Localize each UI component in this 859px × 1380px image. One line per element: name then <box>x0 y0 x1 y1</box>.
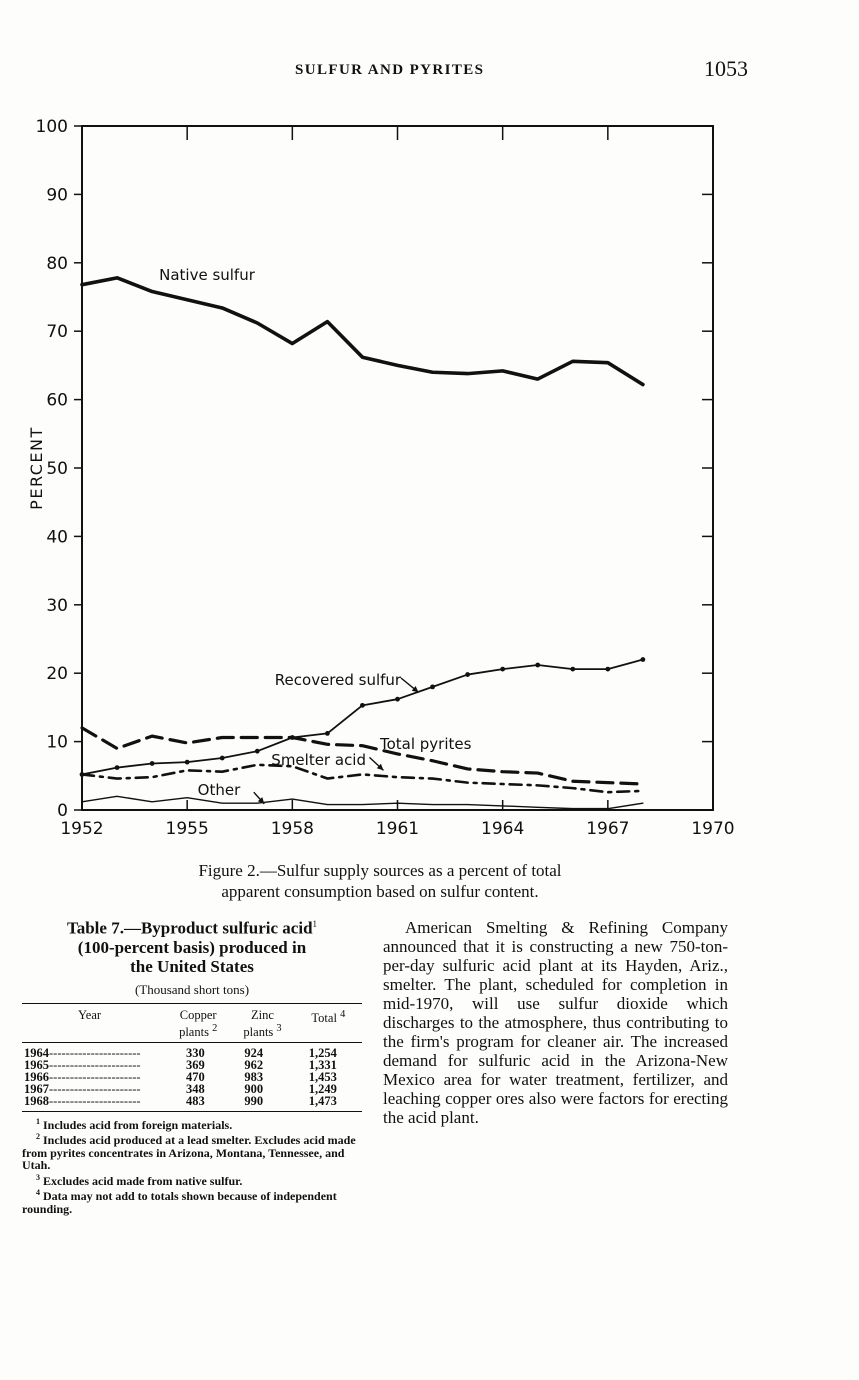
table-title-line-1: Table 7.—Byproduct sulfuric acid <box>66 918 313 938</box>
x-tick-label: 1967 <box>586 819 630 839</box>
caption-line-2: apparent consumption based on sulfur content. <box>221 882 539 901</box>
footnote: $^2$ Includes acid produced at a lead smelter. Excludes acid made from pyrites concentrates in Arizona, Montana, Tennessee, and Utah. <box>22 1132 356 1173</box>
copper-cell: 330 <box>186 1045 205 1060</box>
x-tick-label: 1952 <box>60 819 104 839</box>
x-tick-label: 1964 <box>481 819 525 839</box>
year-cell: 1966---------------------- <box>24 1070 141 1083</box>
chart-labels <box>27 266 472 804</box>
body-paragraph: American Smelting & Refining Company announced that it is constructing a new 750-ton-per-day sulfuric acid plant at its Hayden, Ariz., smelter. The plant, scheduled for completion in mid-1970, will use sulfur dioxide which discharges to the atmosphere, thus contributing to the firm's program for cleaner air. The increased demand for sulfuric acid in the Arizona-New Mexico area for water treatment, fertilizer, and leaching copper ores also were factors for erecting the acid plant. <box>383 918 728 1127</box>
running-title: SULFUR AND PYRITES <box>295 62 485 78</box>
year-cell: 1965---------------------- <box>24 1058 141 1071</box>
series-annotation: Other <box>197 780 241 799</box>
series-annotation: Native sulfur <box>159 265 255 284</box>
figure-caption <box>150 860 610 902</box>
y-axis-label: PERCENT <box>27 426 46 510</box>
zinc-cell: 900 <box>244 1081 264 1096</box>
column-header: Year <box>78 1007 102 1022</box>
y-tick-label: 30 <box>46 595 68 616</box>
total-cell: 1,473 <box>308 1093 337 1108</box>
data-point <box>465 672 470 677</box>
table-body <box>22 1042 362 1111</box>
table-title-note: 1 <box>312 919 318 929</box>
copper-cell: 348 <box>186 1081 205 1096</box>
column-header: Zinc plants $^3$ <box>243 1007 282 1039</box>
data-point <box>500 667 505 672</box>
zinc-cell: 983 <box>244 1069 264 1084</box>
series-annotation: Smelter acid <box>271 750 367 769</box>
copper-cell: 470 <box>186 1069 205 1084</box>
sulfur-supply-chart <box>0 100 760 860</box>
y-tick-label: 90 <box>46 185 68 206</box>
table-title-line-3: the United States <box>130 956 254 976</box>
data-point <box>150 761 155 766</box>
table-7 <box>22 915 362 1215</box>
table-subtitle: (Thousand short tons) <box>134 981 250 997</box>
column-header: Copper plants $^2$ <box>179 1007 218 1039</box>
table-title-line-2: (100-percent basis) produced in <box>77 937 307 957</box>
zinc-cell: 990 <box>244 1093 264 1108</box>
table-header-row <box>22 1003 362 1042</box>
zinc-cell: 924 <box>244 1045 264 1060</box>
y-tick-label: 60 <box>46 390 68 411</box>
series-line <box>82 796 643 808</box>
y-tick-label: 0 <box>57 801 68 821</box>
total-cell: 1,453 <box>308 1069 337 1084</box>
table-title <box>22 915 362 976</box>
total-cell: 1,254 <box>308 1045 337 1060</box>
footnote: $^3$ Excludes acid made from native sulfur. <box>36 1172 243 1188</box>
data-point <box>395 697 400 702</box>
column-header: Total $^4$ <box>311 1008 346 1025</box>
data-point <box>325 731 330 736</box>
y-tick-label: 20 <box>46 664 68 685</box>
y-tick-label: 100 <box>35 117 68 137</box>
y-tick-label: 50 <box>46 459 68 479</box>
y-tick-label: 10 <box>46 732 68 753</box>
acid-production-table <box>22 1003 362 1112</box>
footnote: $^4$ Data may not add to totals shown because of independent rounding. <box>22 1188 337 1216</box>
x-tick-label: 1961 <box>375 819 420 839</box>
data-point <box>115 765 120 770</box>
plot-frame <box>82 126 713 810</box>
data-point <box>360 703 365 708</box>
x-tick-label: 1958 <box>270 819 314 839</box>
data-point <box>220 756 225 761</box>
series-line <box>82 278 643 385</box>
data-point <box>535 663 540 668</box>
data-point <box>570 667 575 672</box>
data-point <box>185 760 190 765</box>
series-annotation: Total pyrites <box>379 735 472 754</box>
table-row <box>22 1042 362 1059</box>
y-tick-label: 80 <box>46 253 68 274</box>
series-annotation: Recovered sulfur <box>274 670 402 689</box>
x-tick-label: 1970 <box>691 819 735 839</box>
chart-axes <box>36 117 735 839</box>
year-cell: 1967---------------------- <box>24 1082 141 1095</box>
data-point <box>640 657 645 662</box>
year-cell: 1964---------------------- <box>24 1045 141 1059</box>
data-point <box>255 749 260 754</box>
y-tick-label: 70 <box>46 322 68 343</box>
page-header <box>0 56 859 92</box>
x-tick-label: 1955 <box>165 819 209 839</box>
y-tick-label: 40 <box>46 527 68 548</box>
table-row <box>22 1095 362 1112</box>
data-point <box>605 667 610 672</box>
copper-cell: 483 <box>186 1093 205 1108</box>
footnote: $^1$ Includes acid from foreign materials. <box>36 1116 233 1132</box>
table-footnotes <box>22 1116 362 1216</box>
total-cell: 1,249 <box>308 1081 337 1096</box>
total-cell: 1,331 <box>308 1057 337 1072</box>
zinc-cell: 962 <box>244 1057 264 1072</box>
page-number: 1053 <box>704 56 748 81</box>
data-point <box>430 684 435 689</box>
year-cell: 1968---------------------- <box>24 1094 141 1108</box>
copper-cell: 369 <box>186 1057 205 1072</box>
chart-series <box>80 278 646 809</box>
caption-line-1: Figure 2.—Sulfur supply sources as a percent of total <box>198 861 562 880</box>
